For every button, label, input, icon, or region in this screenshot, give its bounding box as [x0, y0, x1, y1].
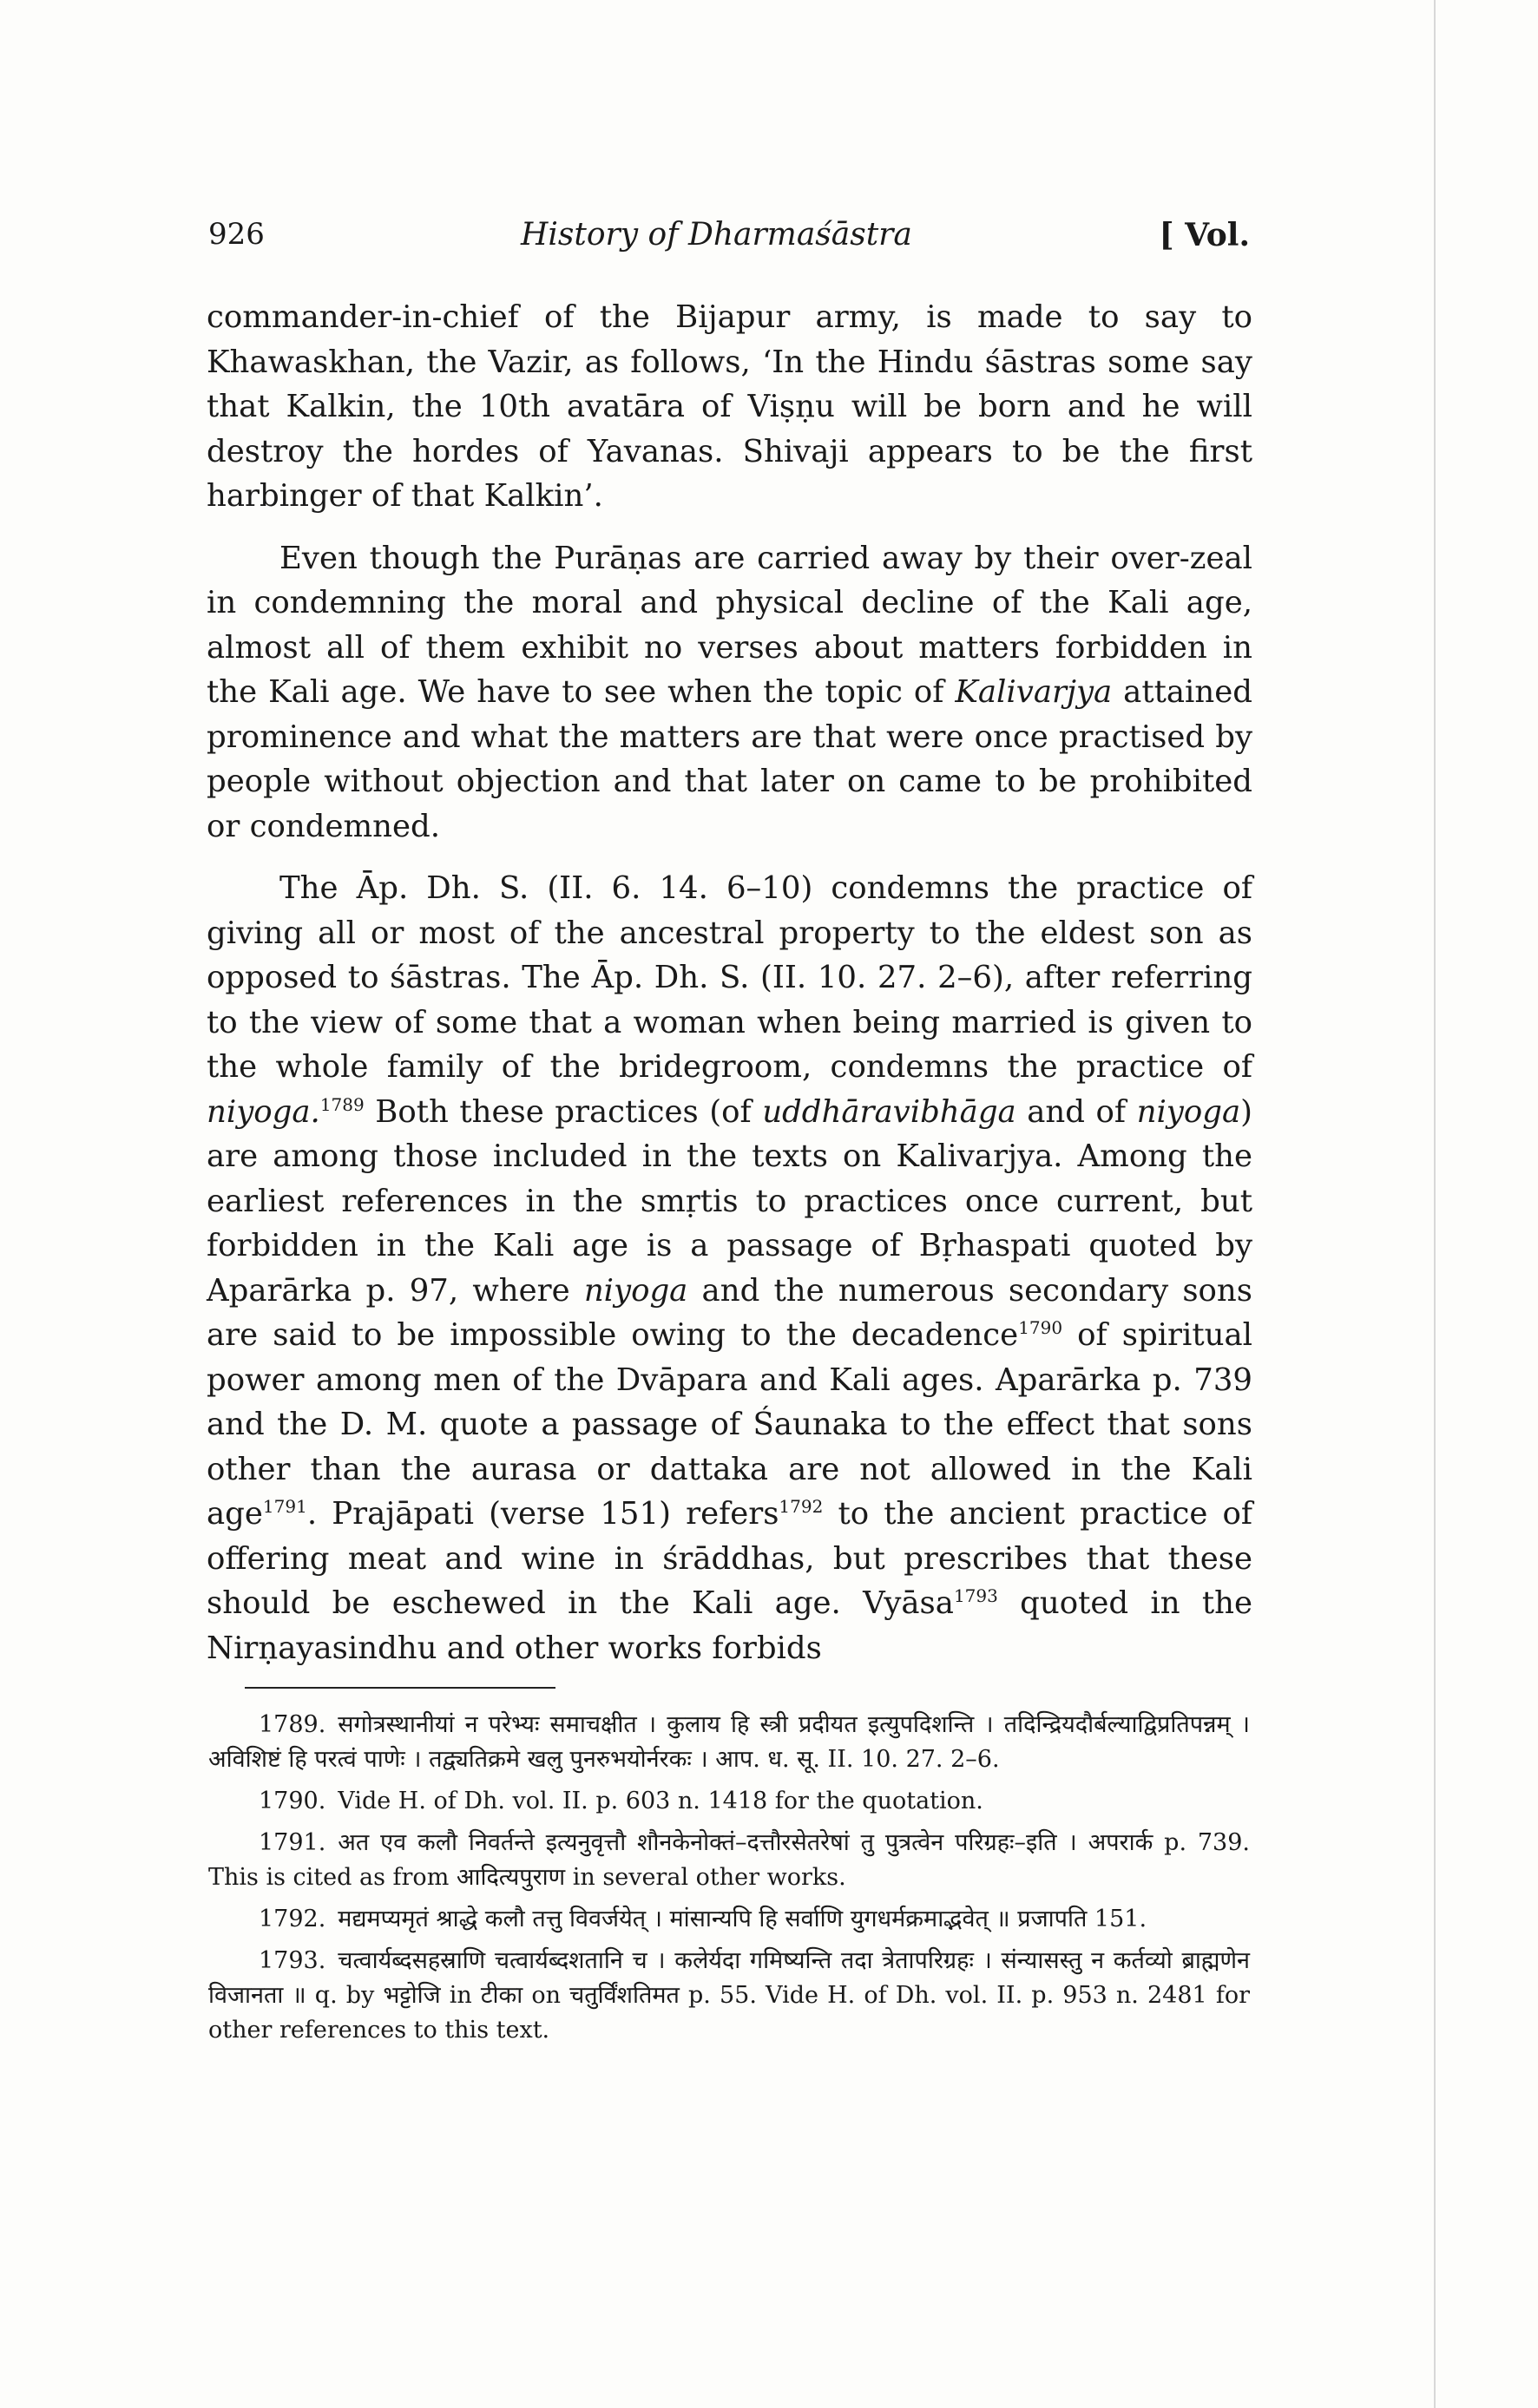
footnote-text: Vide H. of Dh. vol. II. p. 603 n. 1418 for the quotation.: [338, 1788, 983, 1814]
footnote-ref-1791[interactable]: 1791: [262, 1496, 307, 1518]
page-number: 926: [208, 217, 265, 252]
term-kalivarjya: Kalivarjya: [955, 674, 1113, 710]
footnote-number: 1791.: [259, 1829, 326, 1856]
footnote-1789: [208, 1708, 1250, 1777]
paragraph-2: Even though the Purāṇas are carried away by their over-zeal in condemning the moral and physical decline of the Kali age, almost all of them exhibit no verses about matters forbidden in the Kali age. We have to see when the topic of Kalivarjya attained prominence and what the matters are that were once practised by people without objection and that later on came to be prohibited or condemned.: [207, 540, 1252, 844]
footnote-text: अत एव कलौ निवर्तन्ते इत्यनुवृत्तौ शौनकेनोक्तं–दत्तौरसेतरेषां तु पुत्रत्वेन परिग्रहः–इति । अपरार्क p. 739. This is cited as from आदित्यपुराण in several other works.: [208, 1829, 1250, 1891]
footnote-1791: [208, 1826, 1250, 1895]
term-niyoga: niyoga: [583, 1272, 688, 1309]
running-title: History of Dharmaśāstra: [521, 217, 912, 253]
footnote-number: 1790.: [259, 1788, 326, 1814]
footnote-ref-1793[interactable]: 1793: [953, 1585, 998, 1607]
paragraph-1: commander-in-chief of the Bijapur army, is made to say to Khawaskhan, the Vazir, as follows, ‘In the Hindu śāstras some say that Kalkin, the 10th avatāra of Viṣṇu will be born and he will destroy the hordes of Yavanas. Shivaji appears to be the first harbinger of that Kalkin’.: [207, 299, 1252, 514]
footnote-1790: [208, 1784, 1250, 1819]
term-niyoga: niyoga.: [207, 1093, 320, 1130]
paragraph-3: The Āp. Dh. S. (II. 6. 14. 6–10) condemns the practice of giving all or most of the ancestral property to the eldest son as opposed to śāstras. The Āp. Dh. S. (II. 10. 27. 2–6), after referring to the view of some that a woman when being married is given to the whole family of the bridegroom, condemns the practice of niyoga.$^{1789}$ Both these practices (of uddhāravibhāga and of niyoga) are among those included in the texts on Kalivarjya. Among the earliest references in the smṛtis to practices once current, but forbidden in the Kali age is a passage of Bṛhaspati quoted by Aparārka p. 97, where niyoga and the numerous secondary sons are said to be impossible owing to the decadence$^{1790}$ of spiritual power among men of the Dvāpara and Kali ages. Aparārka p. 739 and the D. M. quote a passage of Śaunaka to the effect that sons other than the aurasa or dattaka are not allowed in the Kali age$^{1791}$. Prajāpati (verse 151) refers$^{1792}$ to the ancient practice of offering meat and wine in śrāddhas, but prescribes that these should be eschewed in the Kali age. Vyāsa$^{1793}$ quoted in the Nirṇayasindhu and other works forbids: [207, 870, 1252, 1666]
term-uddharavibhaga: uddhāravibhāga: [762, 1093, 1016, 1130]
footnote-number: 1793.: [259, 1947, 326, 1974]
footnote-text: सगोत्रस्थानीयां न परेभ्यः समाचक्षीत । कुलाय हि स्त्री प्रदीयत इत्युपदिशन्ति । तदिन्द्रियदौर्बल्याद्विप्रतिपन्नम् । अविशिष्टं हि परत्वं पाणेः । तद्व्यतिक्रमे खलु पुनरुभयोर्नरकः । आप. ध. सू. II. 10. 27. 2–6.: [208, 1711, 1250, 1773]
footnotes: [208, 1708, 1250, 2055]
footnote-ref-1790[interactable]: 1790: [1018, 1317, 1063, 1339]
footnote-number: 1792.: [259, 1906, 326, 1932]
term-niyoga: niyoga: [1136, 1093, 1241, 1130]
footnote-text: चत्वार्यब्दसहस्राणि चत्वार्यब्दशतानि च । कलेर्यदा गमिष्यन्ति तदा त्रेतापरिग्रहः । संन्यासस्तु न कर्तव्यो ब्राह्मणेन विजानता ॥ q. by भट्टोजि in टीका on चतुर्विंशतिमत p. 55. Vide H. of Dh. vol. II. p. 953 n. 2481 for other references to this text.: [208, 1947, 1250, 2044]
footnote-rule: [245, 1687, 555, 1689]
footnote-ref-1789[interactable]: 1789: [319, 1093, 365, 1115]
page-header: [208, 217, 1250, 269]
footnote-1793: [208, 1944, 1250, 2048]
page-edge-line: [1434, 0, 1436, 2408]
footnote-1792: [208, 1902, 1250, 1937]
footnote-ref-1792[interactable]: 1792: [779, 1496, 824, 1518]
main-text: [207, 295, 1252, 1688]
volume-label: [ Vol.: [1159, 217, 1250, 253]
footnote-text: मद्यमप्यमृतं श्राद्धे कलौ तत्तु विवर्जयेत् । मांसान्यपि हि सर्वाणि युगधर्मक्रमाद्भवेत् ॥ प्रजापति 151.: [338, 1906, 1147, 1932]
footnote-number: 1789.: [259, 1711, 326, 1738]
